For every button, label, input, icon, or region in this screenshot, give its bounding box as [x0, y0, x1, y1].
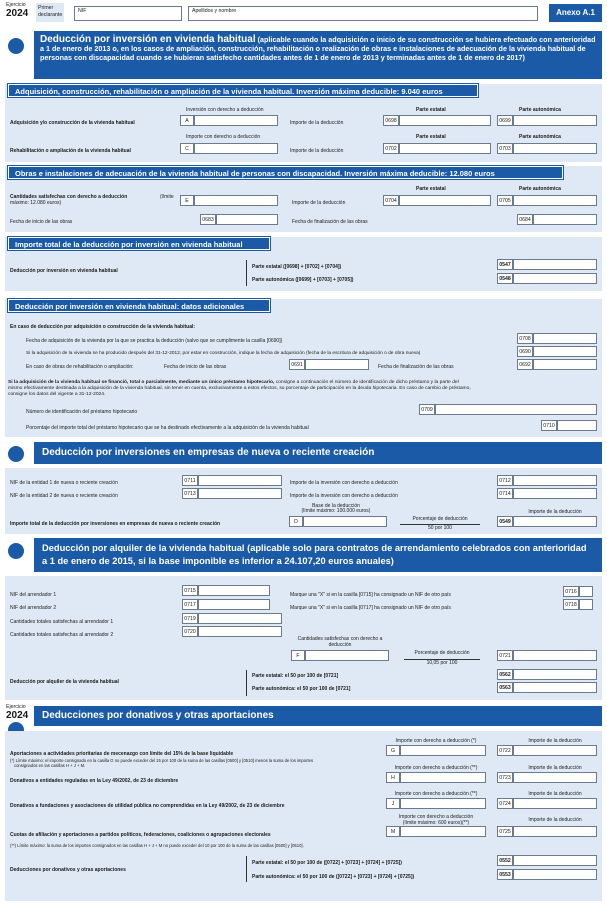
input-0705[interactable] — [513, 195, 597, 206]
input-a[interactable] — [194, 115, 278, 126]
s3-title: Importe total de la deducción por inversión en vivienda habitual — [8, 237, 270, 250]
input-0698[interactable] — [399, 115, 491, 126]
input-0703[interactable] — [513, 143, 597, 154]
primer-label: Primer — [38, 5, 54, 11]
alquiler-title: Deducción por alquiler de la vivienda habitual (aplicable solo para contratos de arrendamiento celebrados con anterioridad a 1 de enero de 2015, si la base imponible es inferior a 24.107,20 euros anuales) — [34, 538, 602, 572]
s2-title: Obras e instalaciones de adecuación de la vivienda habitual de personas con discapacidad. Inversión máxima deducible: 12.080 euros — [8, 166, 563, 179]
input-0692[interactable] — [533, 359, 597, 370]
input-f[interactable] — [305, 650, 389, 661]
input-0710[interactable] — [557, 420, 597, 431]
input-0721[interactable] — [513, 650, 597, 661]
input-0704[interactable] — [399, 195, 491, 206]
year: 2024 — [6, 710, 29, 721]
year: 2024 — [6, 8, 29, 19]
checkbox-0716[interactable] — [579, 586, 593, 597]
input-0725[interactable] — [513, 826, 597, 837]
input-0690[interactable] — [533, 346, 597, 357]
input-0724[interactable] — [513, 798, 597, 809]
input-0723[interactable] — [513, 772, 597, 783]
section-bullet-icon — [8, 543, 24, 559]
checkbox-0718[interactable] — [579, 599, 593, 610]
input-0708[interactable] — [533, 333, 597, 344]
input-0722[interactable] — [513, 745, 597, 756]
input-0683[interactable] — [216, 214, 278, 225]
input-0713[interactable] — [198, 488, 282, 499]
input-0715[interactable] — [198, 585, 270, 596]
s4-title: Deducción por inversión en vivienda habitual: datos adicionales — [8, 299, 270, 312]
anexo-badge: Anexo A.1 — [549, 4, 602, 22]
section-bullet-icon — [8, 446, 24, 462]
input-j[interactable] — [400, 798, 486, 809]
apellidos-input[interactable]: Apellidos y nombre — [188, 6, 538, 21]
input-0548[interactable] — [513, 273, 597, 284]
input-g[interactable] — [400, 745, 486, 756]
nif-input[interactable]: NIF — [74, 6, 182, 21]
input-0714[interactable] — [513, 488, 597, 499]
input-0562[interactable] — [513, 669, 597, 680]
donativos-title: Deducciones por donativos y otras aportaciones — [34, 706, 602, 726]
vivienda-title-bar: Deducción por inversión en vivienda habitual (aplicable cuando la adquisición o inicio de su construcción se hubiera efectuado con anterioridad a 1 de enero de 2013 o, en los casos de ampliación, construcción, rehabilitación o realización de obras e instalaciones de adecuación de la vivienda habitual de personas con discapacidad cuando se hubieran satisfecho cantidades antes de 1 de enero de 2013 y terminadas antes de 1 de enero de 2017) — [34, 31, 602, 79]
input-0709[interactable] — [435, 404, 597, 415]
s1-title: Adquisición, construcción, rehabilitación o ampliación de la vivienda habitual. Inversión máxima deducible: 9.040 euros — [8, 84, 478, 97]
empresas-title: Deducción por inversiones en empresas de nueva o reciente creación — [34, 442, 602, 464]
input-0717[interactable] — [198, 599, 270, 610]
input-d[interactable] — [303, 516, 387, 527]
input-0712[interactable] — [513, 475, 597, 486]
input-0563[interactable] — [513, 682, 597, 693]
input-0691[interactable] — [305, 359, 369, 370]
ejercicio-label: Ejercicio — [6, 704, 26, 710]
input-c[interactable] — [194, 143, 278, 154]
input-0552[interactable] — [513, 855, 597, 866]
input-0699[interactable] — [513, 115, 597, 126]
declarante-label: declarante — [38, 12, 63, 18]
input-e[interactable] — [194, 195, 278, 206]
section-bullet-icon — [8, 38, 24, 54]
input-0547[interactable] — [513, 259, 597, 270]
input-m[interactable] — [400, 826, 486, 837]
input-0711[interactable] — [198, 475, 282, 486]
input-0702[interactable] — [399, 143, 491, 154]
input-0720[interactable] — [198, 626, 282, 637]
input-0719[interactable] — [198, 613, 282, 624]
input-0549[interactable] — [513, 516, 597, 527]
input-0684[interactable] — [533, 214, 597, 225]
input-h[interactable] — [400, 772, 486, 783]
ejercicio-label: Ejercicio — [6, 2, 26, 8]
input-0553[interactable] — [513, 869, 597, 880]
